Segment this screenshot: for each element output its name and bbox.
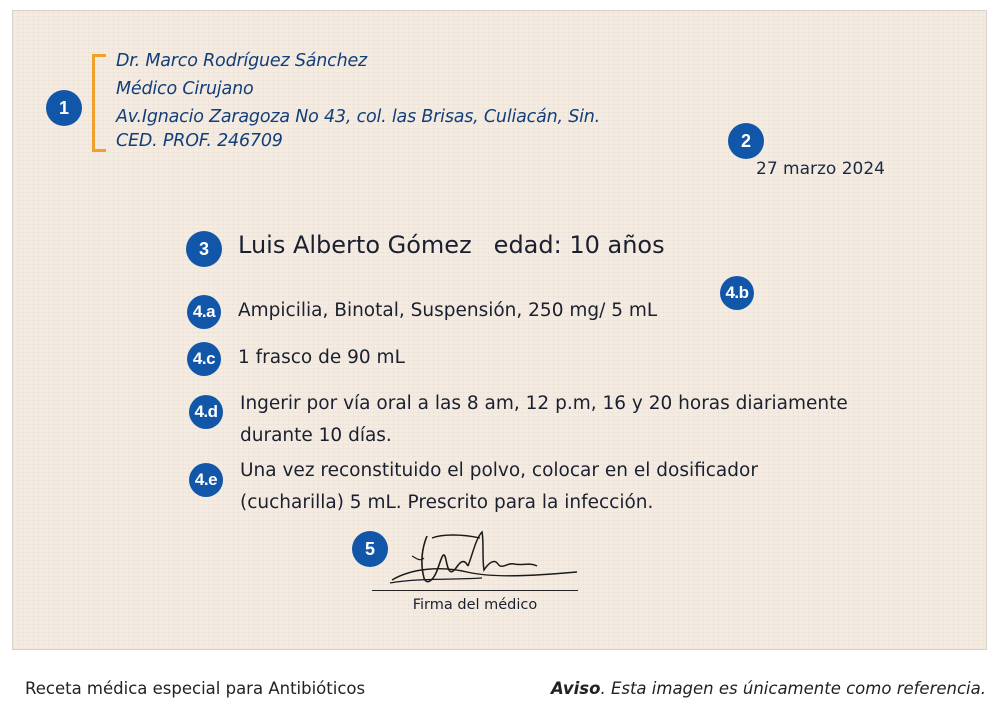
doctor-header	[116, 47, 600, 155]
patient-name: Luis Alberto Gómez	[238, 231, 472, 259]
notes-line-1: Una vez reconstituido el polvo, colocar en el dosificador	[240, 460, 758, 481]
marker-1: 1	[46, 90, 82, 126]
notice-label: Aviso	[551, 679, 601, 698]
marker-4c: 4.c	[187, 342, 221, 376]
dosage-line-1: Ingerir por vía oral a las 8 am, 12 p.m, 16 y 20 horas diariamente	[240, 393, 848, 414]
medicine-line: Ampicilia, Binotal, Suspensión, 250 mg/ 5 mL	[238, 300, 658, 321]
signature-label: Firma del médico	[412, 597, 538, 613]
doctor-signature	[372, 528, 582, 598]
quantity-line: 1 frasco de 90 mL	[238, 347, 405, 368]
notice-text: . Esta imagen es únicamente como referencia.	[600, 679, 986, 698]
patient-age: edad: 10 años	[493, 231, 665, 259]
marker-2: 2	[728, 123, 764, 159]
marker-5: 5	[352, 531, 388, 567]
marker-4a: 4.a	[187, 295, 221, 329]
marker-4e: 4.e	[189, 463, 223, 497]
header-bracket	[92, 54, 106, 152]
prescription-date: 27 marzo 2024	[756, 159, 885, 179]
notice-caption	[551, 679, 986, 698]
doctor-address: Av.Ignacio Zaragoza No 43, col. las Brisas, Culiacán, Sin.	[116, 107, 601, 127]
doctor-title: Médico Cirujano	[116, 79, 254, 99]
notes-line-2: (cucharilla) 5 mL. Prescrito para la infección.	[240, 492, 654, 513]
doctor-license: CED. PROF. 246709	[116, 131, 283, 151]
marker-4b: 4.b	[720, 276, 754, 310]
signature-line	[372, 590, 578, 591]
dosage-text	[240, 388, 848, 452]
figure-caption: Receta médica especial para Antibióticos	[25, 679, 366, 698]
marker-3: 3	[186, 231, 222, 267]
doctor-name: Dr. Marco Rodríguez Sánchez	[116, 51, 368, 71]
dosage-line-2: durante 10 días.	[240, 425, 392, 446]
notes-text	[240, 455, 758, 519]
patient-line	[238, 231, 665, 259]
marker-4d: 4.d	[189, 395, 223, 429]
